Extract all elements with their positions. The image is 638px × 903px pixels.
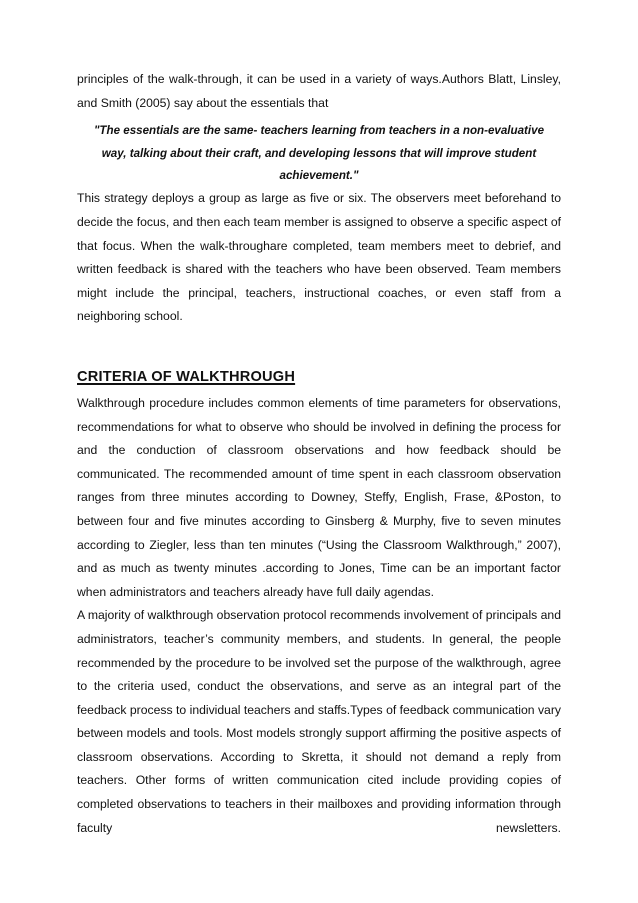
section-heading: CRITERIA OF WALKTHROUGH [77,368,296,385]
criteria-paragraph-1: Walkthrough procedure includes common elements of time parameters for observations, recommendations for what to observe who should be involved in defining the process for and the conduction of classroom observations and how feedback should be communicated. The recommended amount of time spent in each classroom observation ranges from three minutes according to Downey, Steffy, English, Frase, &Poston, to between four and five minutes according to Ginsberg & Murphy, five to seven minutes according to Ziegler, less than ten minutes (“Using the Classroom Walkthrough,” 2007), and as much as twenty minutes .according to Jones, Time can be an important factor when administrators and teachers already have full daily agendas. [77,395,561,599]
strategy-paragraph: This strategy deploys a group as large as five or six. The observers meet beforehand to decide the focus, and then each team member is assigned to observe a specific aspect of that focus. When the walk-througharе completed, team members meet to debrief, and written feedback is shared with the teachers who have been observed. Team members might include the principal, teachers, instructional coaches, or even staff from a neighboring school. [77,191,561,324]
document-page [77,68,561,840]
criteria-paragraph-2: A majority of walkthrough observation protocol recommends involvement of principals and administrators, teacher’s community members, and students. In general, the people recommended by the procedure to be involved set the purpose of the walkthrough, agree to the criteria used, conduct the observations, and serve as an integral part of the feedback process to individual teachers and staffs.Types of feedback communication vary between models and tools. Most models strongly support affirming the positive aspects of classroom observations. According to Skretta, it should not demand a reply from teachers. Other forms of written communication cited include providing copies of completed observations to teachers in their mailboxes and providing information through faculty newsletters. [77,608,561,835]
intro-paragraph: principles of the walk-through, it can be used in a variety of ways.Authors Blatt, Linsley, and Smith (2005) say about the essentials that [77,72,561,110]
essentials-quote: "The essentials are the same- teachers learning from teachers in a non-evaluative way, talking about their craft, and developing lessons that will improve student achievement." [93,124,545,182]
